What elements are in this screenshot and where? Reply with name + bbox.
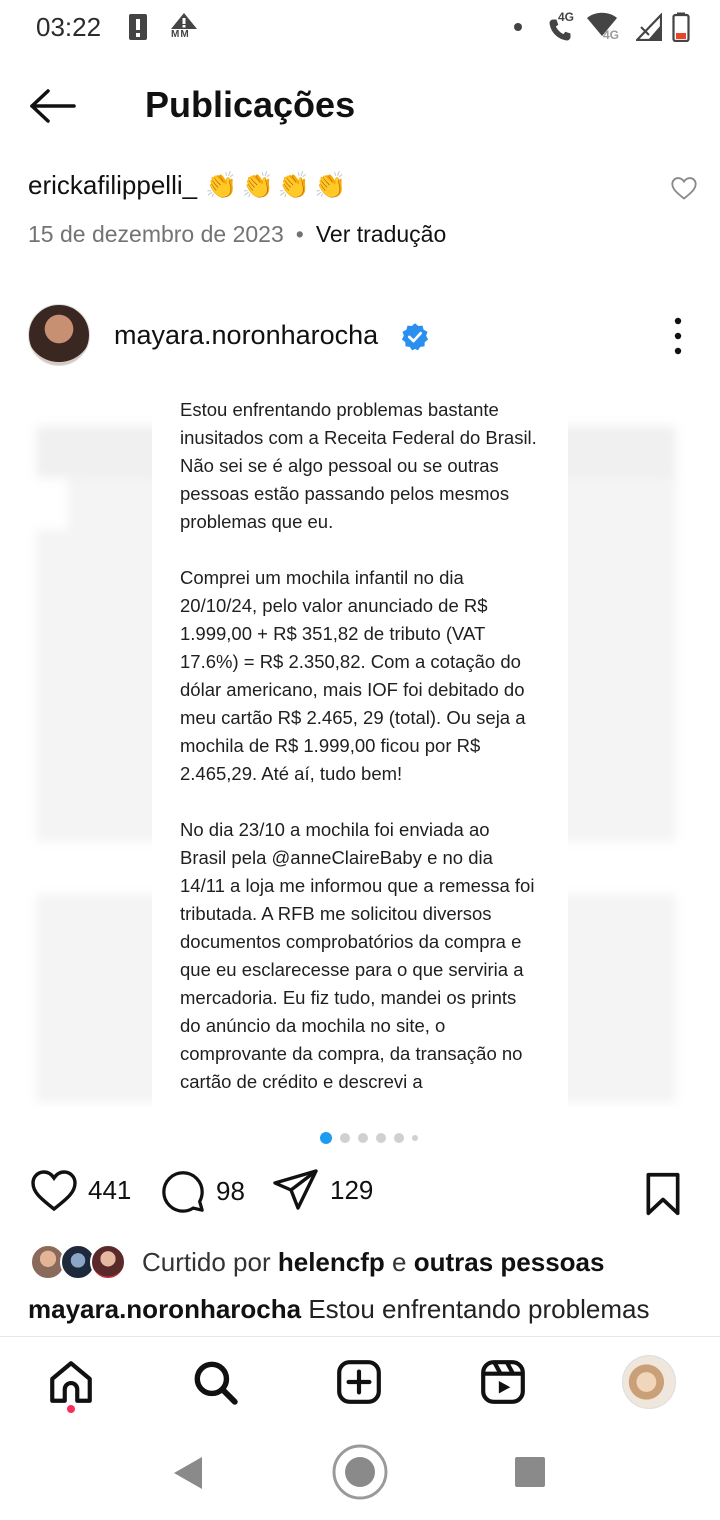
call-4g-icon (546, 10, 576, 44)
nav-home[interactable] (46, 1357, 96, 1407)
carousel-dot (340, 1133, 350, 1143)
nav-create[interactable] (334, 1357, 384, 1407)
comment-date: 15 de dezembro de 2023 (28, 221, 284, 247)
nav-profile-avatar[interactable] (622, 1355, 676, 1409)
note-paragraph-3: No dia 23/10 a mochila foi enviada ao Brasil pela @anneClaireBaby e no dia 14/11 a loja me informou que a remessa foi tributada. A RFB me solicitou diversos documentos comprobatórios da compra e que eu esclarecesse para o que serviria a mercadoria. Eu fiz tudo, mandei os prints do anúncio da mochila no site, o comprovante da compra, da transação no cartão de crédito e descrevi a (180, 819, 535, 1092)
author-username[interactable]: mayara.noronharocha (114, 320, 379, 350)
search-icon (190, 1357, 240, 1407)
comment-emojis: 👏👏👏👏 (205, 170, 351, 200)
comment-icon (160, 1168, 206, 1214)
comment-button[interactable] (160, 1168, 245, 1214)
system-back-icon[interactable] (172, 1456, 204, 1490)
liked-by-prefix: Curtido por (142, 1246, 271, 1277)
mm-network-icon (170, 12, 198, 42)
post-author-row (28, 304, 698, 368)
system-home-icon[interactable] (331, 1443, 389, 1501)
liked-by-text (142, 1247, 604, 1278)
page-title: Publicações (145, 84, 356, 125)
bookmark-icon[interactable] (644, 1172, 682, 1216)
add-post-icon (334, 1357, 384, 1407)
share-button[interactable] (272, 1168, 373, 1212)
post-actions (30, 1168, 690, 1224)
system-navigation (0, 1428, 720, 1520)
comment-username[interactable]: erickafilippelli_ (28, 170, 198, 200)
comment-meta (28, 221, 698, 248)
back-button[interactable] (28, 88, 84, 132)
shares-count: 129 (330, 1174, 374, 1205)
bottom-navigation (0, 1336, 720, 1428)
liked-by-conj: e (392, 1246, 407, 1277)
liker-avatars (30, 1242, 130, 1282)
dot-icon (514, 23, 522, 31)
comment-line (28, 170, 698, 201)
battery-icon (672, 12, 690, 42)
home-notification-dot (67, 1405, 75, 1413)
liked-by-others[interactable]: outras pessoas (413, 1246, 605, 1277)
home-icon (46, 1357, 96, 1407)
liked-by-row[interactable] (30, 1240, 700, 1284)
more-vertical-icon[interactable] (668, 316, 688, 356)
translate-link[interactable]: Ver tradução (315, 221, 447, 247)
carousel-dot-active (320, 1132, 332, 1144)
like-button[interactable] (30, 1168, 131, 1212)
carousel-dot (394, 1133, 404, 1143)
status-time: 03:22 (36, 12, 102, 42)
note-paragraph-1: Estou enfrentando problemas bastante inusitados com a Receita Federal do Brasil. Não sei se é algo pessoal ou se outras pessoas estão passando pelos mesmos problemas que eu. (180, 399, 537, 532)
liker-avatar (90, 1244, 126, 1280)
network-label-1: 4G (558, 10, 575, 24)
verified-badge-icon (400, 322, 430, 352)
status-right-icons (514, 10, 690, 44)
comment-block (28, 170, 698, 248)
carousel-indicator (320, 1132, 418, 1144)
nav-reels[interactable] (478, 1357, 528, 1407)
wifi-icon (586, 10, 626, 44)
comments-count: 98 (216, 1175, 245, 1206)
signal-icon (636, 13, 662, 41)
liked-by-user[interactable]: helencfp (277, 1246, 385, 1277)
alert-icon (128, 13, 148, 41)
reels-icon (478, 1357, 528, 1407)
heart-icon (30, 1168, 78, 1212)
arrow-left-icon (28, 88, 76, 124)
network-label-2: 4G (603, 28, 620, 42)
page-header (0, 70, 720, 150)
carousel-dot (358, 1133, 368, 1143)
post-caption[interactable] (28, 1294, 708, 1325)
nav-search[interactable] (190, 1357, 240, 1407)
status-left-icons (128, 12, 198, 42)
author-avatar[interactable] (28, 304, 90, 366)
carousel-dot (376, 1133, 386, 1143)
caption-author[interactable]: mayara.noronharocha (28, 1294, 302, 1324)
likes-count: 441 (88, 1174, 132, 1205)
post-media[interactable] (0, 386, 720, 1108)
note-paragraph-2: Comprei um mochila infantil no dia 20/10/24, pelo valor anunciado de R$ 1.999,00 + R$ 351,82 de tributo (VAT 17.6%) = R$ 2.350,82. Com a cotação do dólar americano, mais IOF foi debitado do meu cartão R$ 2.465, 29 (total). Ou seja a mochila de R$ 1.999,00 ficou por R$ 2.465,29. Até aí, tudo bem! (180, 567, 526, 784)
caption-text: Estou enfrentando problemas (308, 1294, 650, 1324)
send-icon (272, 1168, 320, 1212)
mm-label: MM (171, 29, 190, 40)
system-recents-icon[interactable] (514, 1456, 546, 1488)
heart-outline-icon[interactable] (670, 174, 698, 202)
meta-separator: • (295, 221, 304, 247)
post-text-image (152, 386, 568, 1108)
carousel-dot (412, 1135, 418, 1141)
status-bar (0, 0, 720, 56)
